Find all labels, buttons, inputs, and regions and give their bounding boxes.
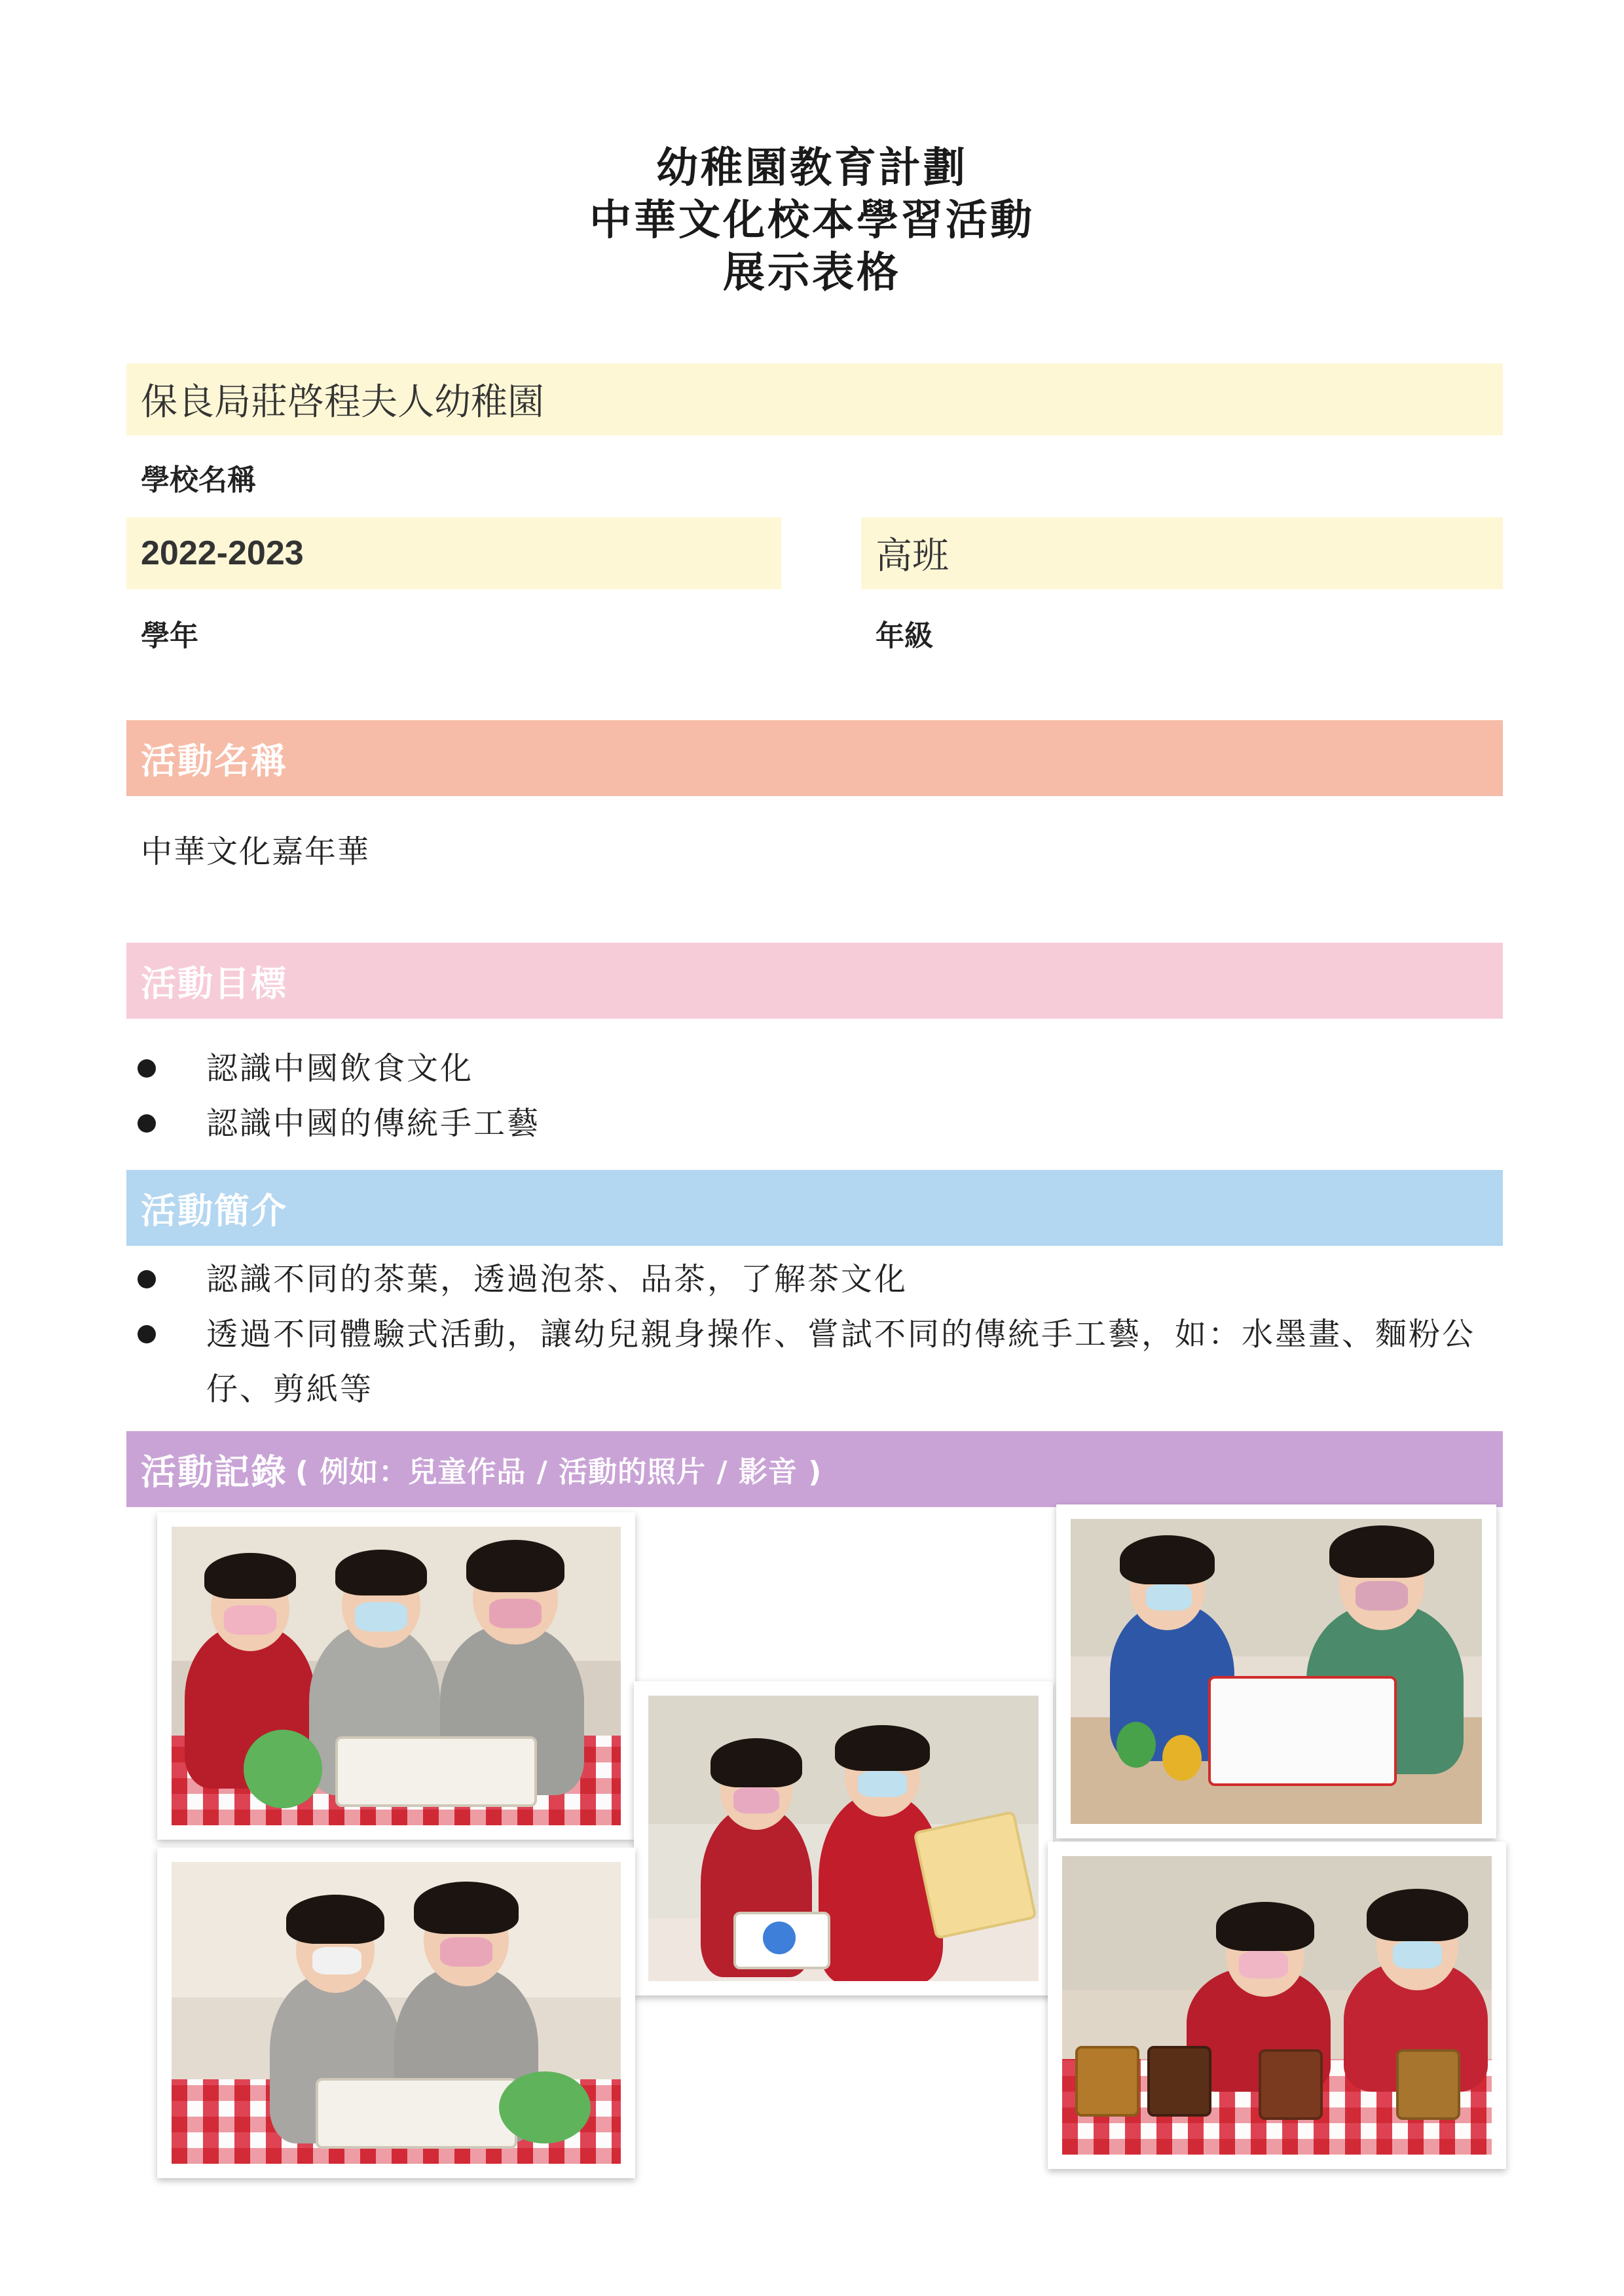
header-title-line1: 幼稚園教育計劃 <box>656 144 968 192</box>
objectives-band <box>126 943 1503 1019</box>
intro-band <box>126 1170 1503 1246</box>
photo-kids-ink-painting <box>1056 1504 1496 1838</box>
school-year-label: 學年 <box>141 619 198 653</box>
bullet-icon <box>138 1270 156 1288</box>
photo-kids-paper-cutting <box>634 1681 1053 1995</box>
record-heading: 活動記錄 <box>141 1451 287 1493</box>
record-band <box>126 1431 1503 1507</box>
objective-item: 認識中國飲食文化 <box>138 1041 1500 1096</box>
activity-name-value: 中華文化嘉年華 <box>141 833 371 870</box>
activity-name-heading: 活動名稱 <box>141 740 287 782</box>
school-name-label: 學校名稱 <box>141 464 256 497</box>
intro-heading: 活動簡介 <box>141 1190 287 1231</box>
header-title-line3: 展示表格 <box>723 249 901 297</box>
photo-kids-tea-tasting <box>1048 1842 1506 2169</box>
bullet-icon <box>138 1114 156 1133</box>
intro-item: 認識不同的茶葉，透過泡茶、品茶，了解茶文化 <box>138 1252 1500 1307</box>
photo-kids-dough-figurines <box>157 1848 635 2178</box>
bullet-icon <box>138 1325 156 1343</box>
activity-name-band <box>126 720 1503 796</box>
bullet-icon <box>138 1059 156 1078</box>
header-title-line2: 中華文化校本學習活動 <box>589 196 1035 245</box>
intro-item: 透過不同體驗式活動，讓幼兒親身操作、嘗試不同的傳統手工藝，如：水墨畫、麵粉公仔、剪紙等 <box>138 1307 1500 1417</box>
objectives-heading: 活動目標 <box>141 962 287 1004</box>
photo-kids-flour-tray <box>157 1512 635 1840</box>
grade-label: 年級 <box>876 619 933 653</box>
record-subheading: ( 例如：兒童作品 / 活動的照片 / 影音 ) <box>295 1455 822 1489</box>
objective-item: 認識中國的傳統手工藝 <box>138 1096 1500 1151</box>
school-name-field: 保良局莊啓程夫人幼稚園 <box>126 363 1503 435</box>
grade-field: 高班 <box>861 517 1503 589</box>
school-year-field: 2022-2023 <box>126 517 781 589</box>
